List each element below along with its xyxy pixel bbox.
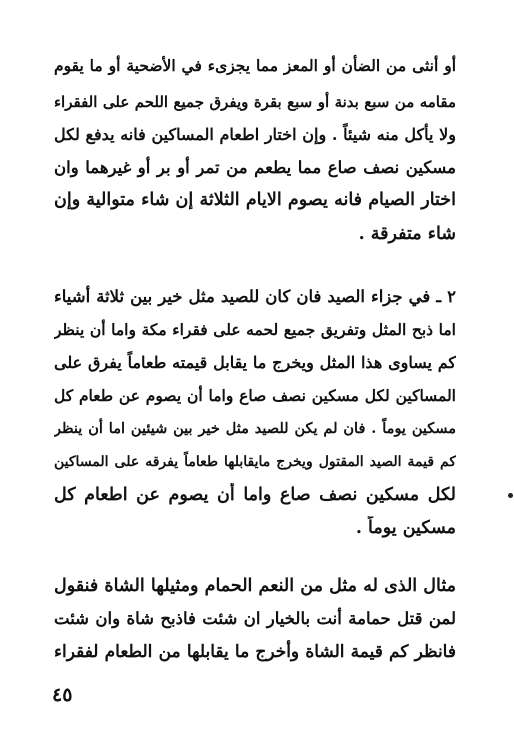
paragraph-2-line-1: ٢ ـ في جزاء الصيد فان كان للصيد مثل خير بين ثلاثة أشياء [54, 287, 456, 306]
margin-dot [508, 493, 513, 498]
paragraph-2-line-2: اما ذبح المثل وتفريق جميع لحمه على فقراء مكة واما أن ينظر [54, 320, 456, 339]
paragraph-2-line-4: المساكين لكل مسكين نصف صاع واما أن يصوم عن طعام كل [54, 386, 456, 405]
paragraph-3-line-1: مثال الذى له مثل من النعم الحمام ومثيلها الشاة فنقول [54, 576, 456, 596]
paragraph-1-line-1: أو أنثى من الضأن أو المعز مما يجزىء في الأضحية أو ما يقوم [54, 56, 456, 75]
paragraph-1-line-6: شاء متفرقة . [358, 224, 456, 244]
paragraph-3-line-3: فانظر كم قيمة الشاة وأخرج ما يقابلها من الطعام لفقراء [54, 642, 456, 662]
paragraph-1-line-4: مسكين نصف صاع مما يطعم من تمر أو بر أو غيرهما وان [54, 158, 456, 177]
paragraph-3-line-2: لمن قتل حمامة أنت بالخيار ان شئت فاذبح شاة وان شئت [54, 609, 456, 628]
paragraph-2-line-6: كم قيمة الصيد المقتول ويخرج مايقابلها طعاماً يفرقه على المساكين [54, 454, 456, 470]
paragraph-1-line-2: مقامه من سبع بدنة أو سبع بقرة ويفرق جميع اللحم على الفقراء [54, 93, 456, 111]
paragraph-1-line-3: ولا يأكل منه شيئاً . وإن اختار اطعام المساكين فانه يدفع لكل [54, 125, 456, 144]
paragraph-1-line-5: اختار الصيام فانه يصوم الايام الثلاثة إن شاء متوالية وإن [54, 190, 456, 210]
page-number: ٤٥ [52, 684, 73, 706]
paragraph-2-line-5: مسكين يوماً . فان لم يكن للصيد مثل خير بين شيئين اما أن ينظر [54, 420, 456, 437]
paragraph-2-line-8: مسكين يوماً . [355, 518, 456, 538]
paragraph-2-line-7: لكل مسكين نصف صاع واما أن يصوم عن اطعام كل [54, 485, 456, 505]
paragraph-2-line-3: كم يساوى هذا المثل ويخرج ما يقابل قيمته طعاماً يفرق على [54, 353, 456, 372]
